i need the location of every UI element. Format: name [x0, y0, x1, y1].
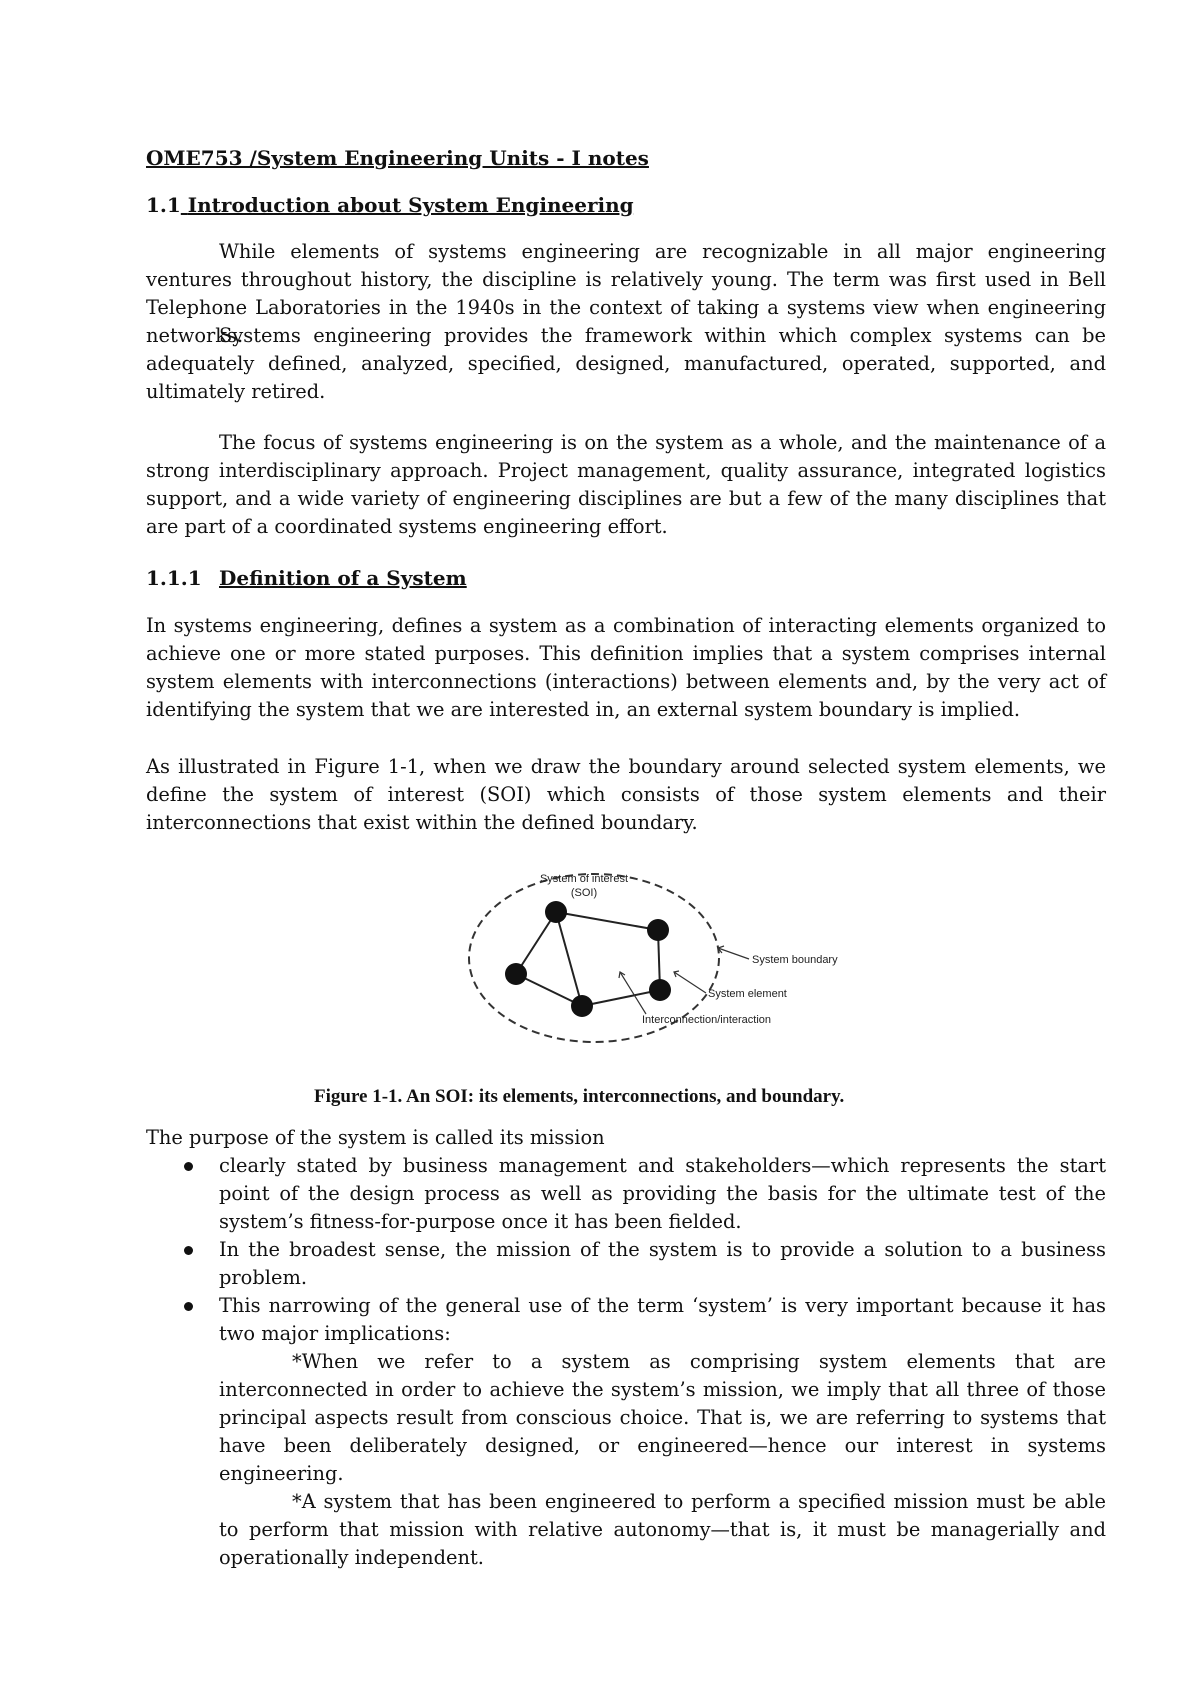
- paragraph-illustration: As illustrated in Figure 1-1, when we draw the boundary around selected system elements, we define the system of interest (SOI) which consists of those system elements and their interconnections that exist within the defined boundary.: [146, 755, 1106, 834]
- soi-label-line2: (SOI): [570, 887, 598, 899]
- system-element: [649, 979, 671, 1001]
- bullet-text: clearly stated by business management and stakeholders—which represents the start point of the design process as well as providing the basis for the ultimate test of the system’s fitness-for-purpose once it has been fielded.: [219, 1154, 1106, 1233]
- figure-caption: Figure 1-1. An SOI: its elements, interconnections, and boundary.: [314, 1086, 845, 1107]
- paragraph-focus: The focus of systems engineering is on the system as a whole, and the maintenance of a strong interdisciplinary approach. Project management, quality assurance, integrated logistics support, and a wide variety of engineering disciplines are but a few of the many disciplines that are part of a coordinated systems engineering effort.: [146, 431, 1106, 538]
- element-pointer: [674, 972, 706, 993]
- system-element: [545, 901, 567, 923]
- soi-diagram: [462, 862, 862, 1070]
- bullet-text: This narrowing of the general use of the term ‘system’ is very important because it has two major implications:: [219, 1294, 1106, 1345]
- list-item: [146, 1152, 1106, 1236]
- list-item: [146, 1292, 1106, 1572]
- interconnection: [516, 974, 582, 1006]
- mission-bullet-list: [146, 1152, 1106, 1572]
- bullet-text: In the broadest sense, the mission of the system is to provide a solution to a business problem.: [219, 1238, 1106, 1289]
- list-item: [146, 1236, 1106, 1292]
- document-title: OME753 /System Engineering Units - I notes: [146, 146, 649, 170]
- mission-intro: The purpose of the system is called its mission: [146, 1126, 605, 1149]
- boundary-label: System boundary: [752, 954, 838, 966]
- section-title-text: Introduction about System Engineering: [187, 193, 634, 217]
- subsection-number: 1.1.1: [146, 566, 202, 590]
- paragraph-definition: In systems engineering, defines a system as a combination of interacting elements organized to achieve one or more stated purposes. This definition implies that a system comprises internal system elements with interconnections (interactions) between elements and, by the very act of identifying the system that we are interested in, an external system boundary is implied.: [146, 614, 1106, 721]
- implications-list: [219, 1348, 1106, 1572]
- implication-text: *When we refer to a system as comprising system elements that are interconnected in order to achieve the system’s mission, we imply that all three of those principal aspects result from conscious choice. That is, we are referring to systems that have been deliberately designed, or engineered—hence our interest in systems engineering.: [219, 1350, 1106, 1485]
- paragraph-intro: While elements of systems engineering are recognizable in all major engineering ventures throughout history, the discipline is relatively young. The term was first used in Bell Telephone Laboratories in the 1940s in the context of taking a systems view when engineering networks.: [146, 240, 1106, 347]
- section-heading-1-1-1: [146, 566, 1106, 590]
- system-element: [571, 995, 593, 1017]
- boundary-pointer: [718, 948, 749, 959]
- interconnection: [556, 912, 582, 1006]
- implication-text: *A system that has been engineered to perform a specified mission must be able to perform that mission with relative autonomy—that is, it must be managerially and operationally independent.: [219, 1490, 1106, 1569]
- bullet-icon: [184, 1246, 193, 1255]
- section-title: [181, 193, 634, 217]
- system-element: [505, 963, 527, 985]
- interconnection: [582, 990, 660, 1006]
- soi-label-line1: System of interest: [539, 873, 629, 885]
- bullet-icon: [184, 1302, 193, 1311]
- paragraph-framework: Systems engineering provides the framework within which complex systems can be adequately defined, analyzed, specified, designed, manufactured, operated, supported, and ultimately retired.: [146, 324, 1106, 403]
- section-heading-1-1: [146, 193, 1106, 217]
- bullet-icon: [184, 1162, 193, 1171]
- element-label: System element: [708, 988, 787, 1000]
- system-element: [647, 919, 669, 941]
- section-number: 1.1: [146, 193, 181, 217]
- interconnection: [556, 912, 658, 930]
- interconnection-label: Interconnection/interaction: [642, 1014, 772, 1026]
- subsection-title: Definition of a System: [219, 566, 467, 590]
- interconnection: [516, 912, 556, 974]
